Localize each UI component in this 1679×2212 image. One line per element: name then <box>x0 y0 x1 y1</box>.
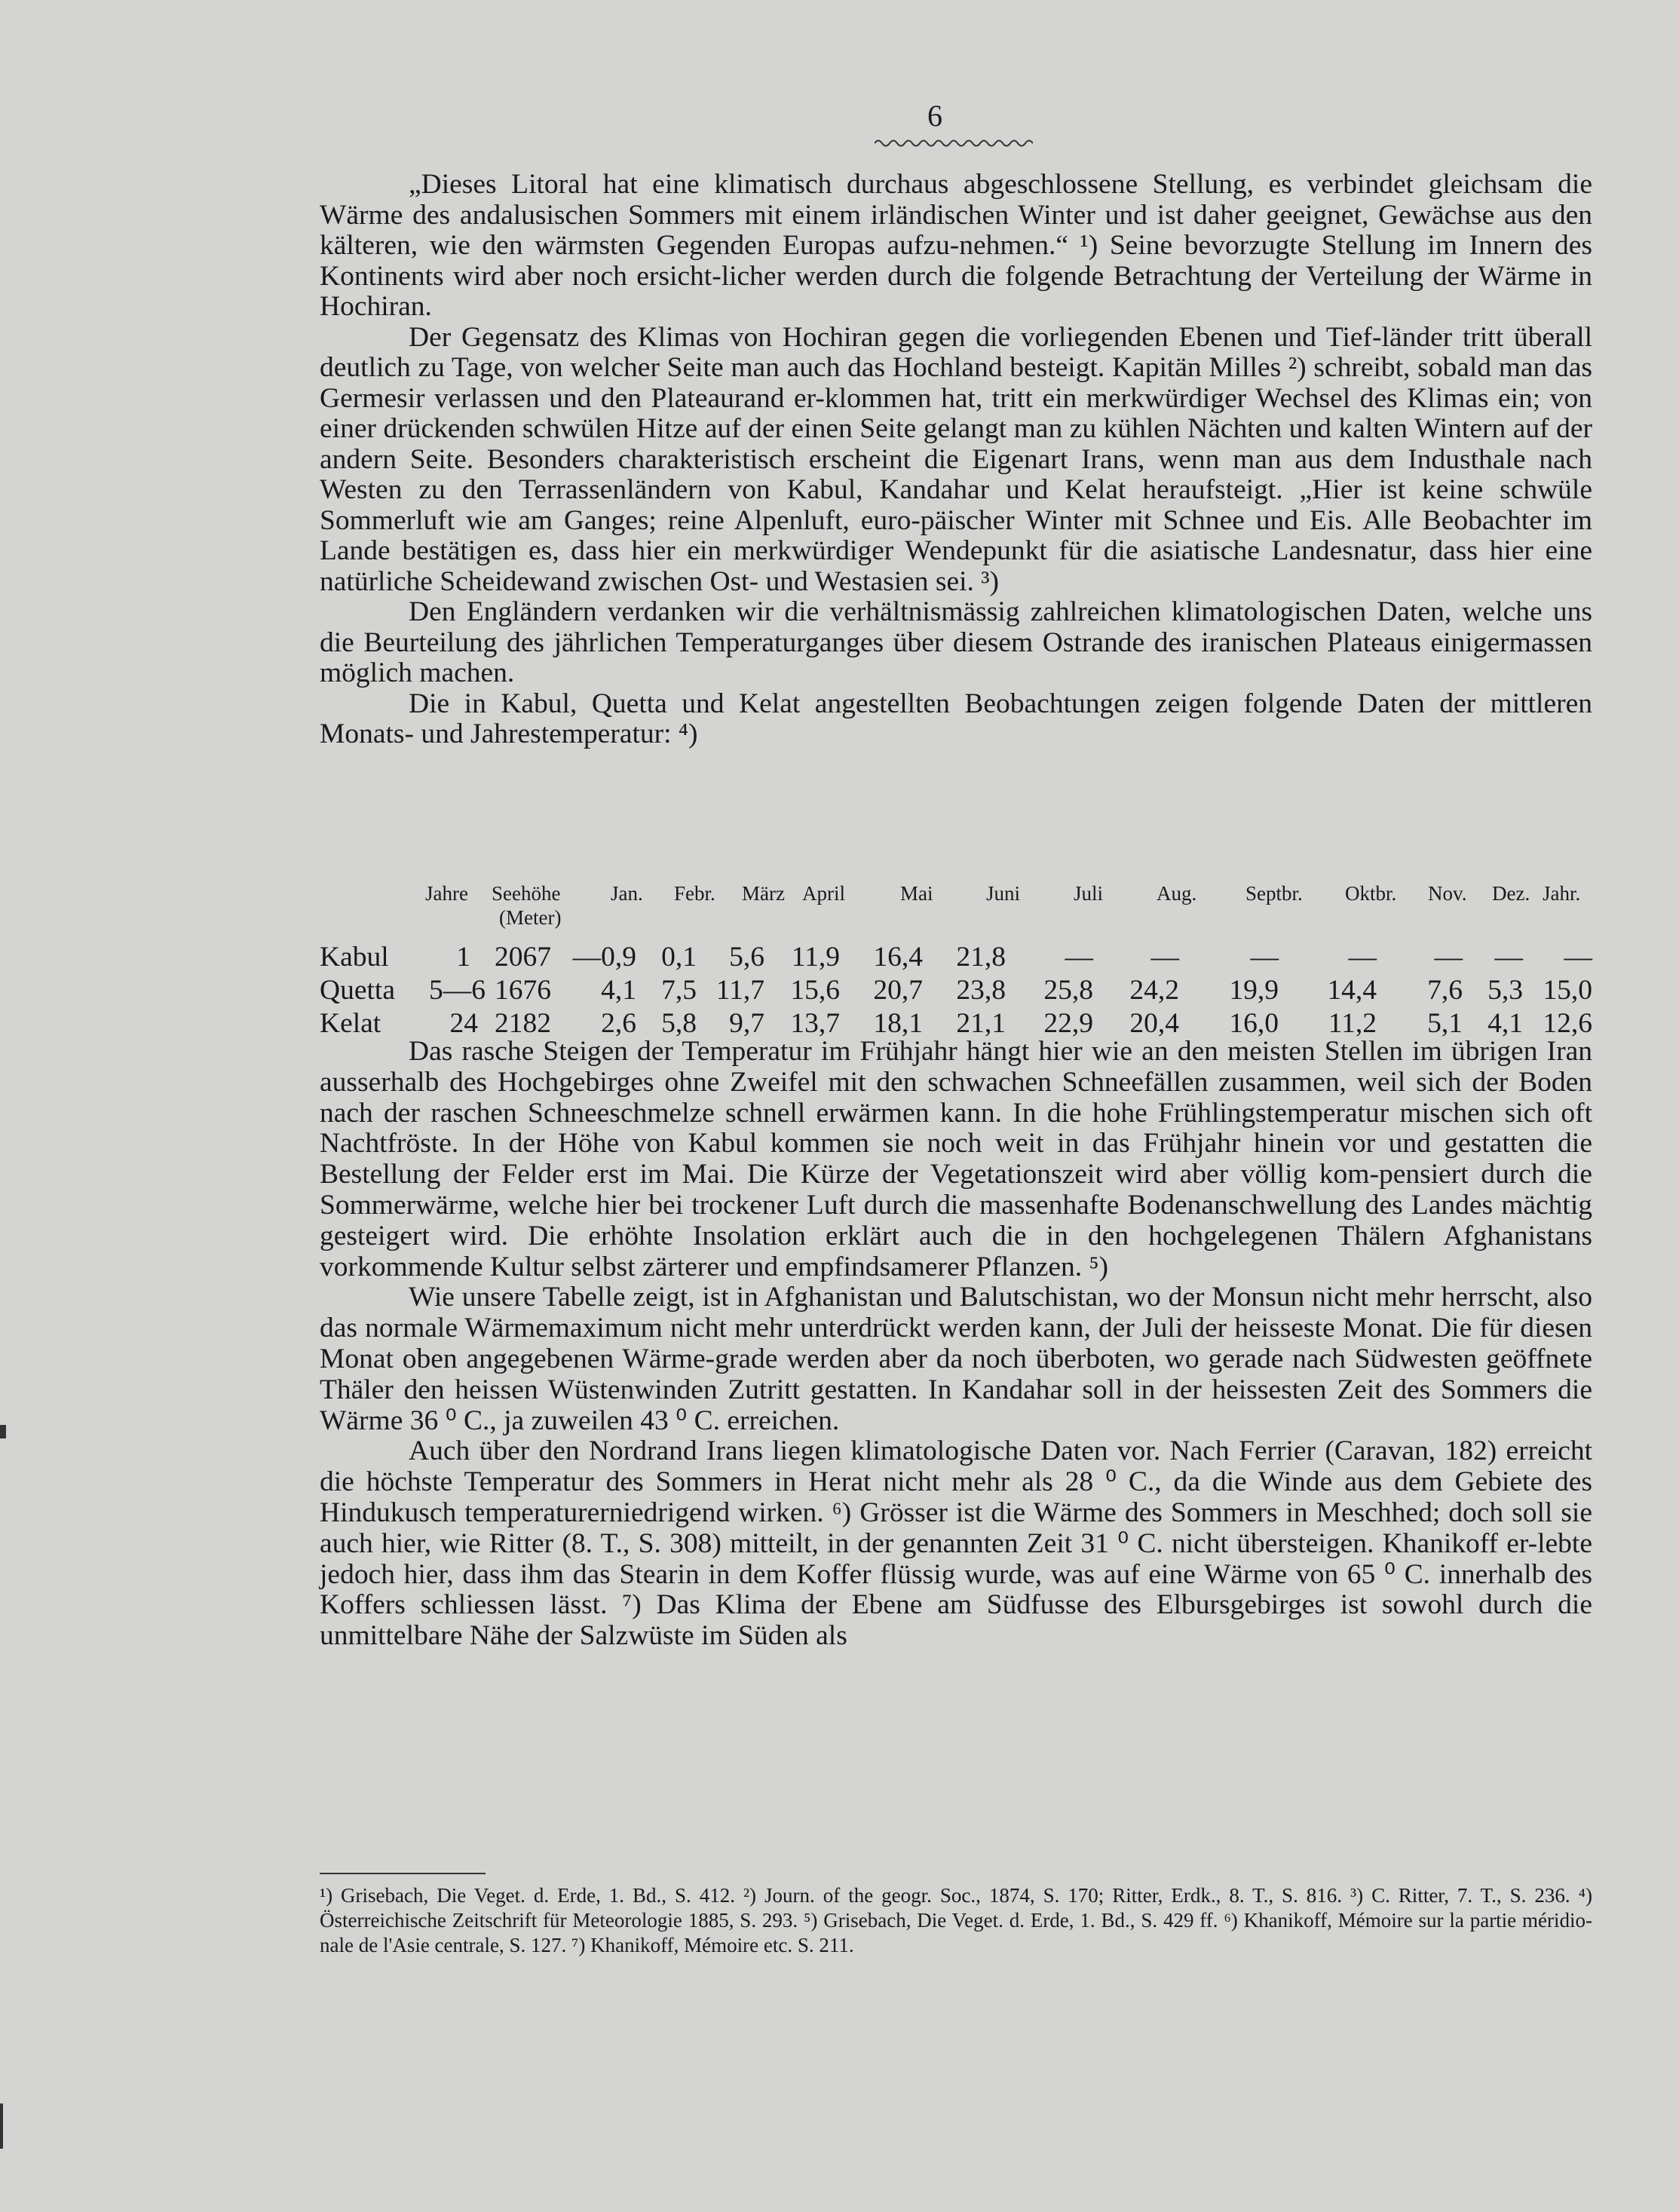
value-cell: 11,7 <box>715 975 764 1006</box>
header-cell: Juli <box>1074 882 1104 905</box>
header-cell: Jahr. <box>1543 882 1581 905</box>
value-cell: 24,2 <box>1129 975 1179 1006</box>
table-header <box>320 882 1592 941</box>
header-cell: Juni <box>986 882 1021 905</box>
value-cell: — <box>1250 942 1279 973</box>
value-cell: 7,6 <box>1427 975 1463 1006</box>
value-cell: 21,1 <box>956 1008 1006 1039</box>
value-cell: —0,9 <box>572 942 636 973</box>
value-cell: 19,9 <box>1229 975 1279 1006</box>
value-cell: 15,6 <box>790 975 840 1006</box>
elev-cell: 2182 <box>495 1008 551 1039</box>
main-text-bottom <box>320 1037 1592 1652</box>
value-cell: 5,6 <box>729 942 764 973</box>
header-cell: März <box>742 882 785 905</box>
years-cell: 1 <box>456 942 470 973</box>
value-cell: 20,7 <box>873 975 923 1006</box>
value-cell: 13,7 <box>790 1008 840 1039</box>
value-cell: — <box>1065 942 1093 973</box>
paragraph: Den Engländern verdanken wir die verhältnismässig zahlreichen klimatologischen Daten, welche uns die Beurteilung des jährlichen Temperaturganges über diesem Ostrande des iranischen Plateaus einigermassen möglich machen. <box>320 596 1592 688</box>
value-cell: 23,8 <box>956 975 1006 1006</box>
value-cell: 11,2 <box>1328 1008 1377 1039</box>
header-cell: Mai <box>900 882 933 905</box>
header-cell: April <box>802 882 845 905</box>
temperature-table <box>320 882 1592 1040</box>
value-cell: 9,7 <box>729 1008 764 1039</box>
paragraph: Die in Kabul, Quetta und Kelat angestellten Beobachtungen zeigen folgende Daten der mittleren Monats- und Jahrestemperatur: ⁴) <box>320 688 1592 749</box>
header-cell: Febr. <box>674 882 715 905</box>
value-cell: 7,5 <box>661 975 697 1006</box>
value-cell: — <box>1564 942 1592 973</box>
value-cell: 5,8 <box>661 1008 697 1039</box>
header-cell: Seehöhe <box>492 882 561 905</box>
scan-edge-mark <box>0 2103 3 2149</box>
value-cell: 5,1 <box>1427 1008 1463 1039</box>
elev-cell: 1676 <box>495 975 551 1006</box>
header-cell: Septbr. <box>1245 882 1303 905</box>
value-cell: 14,4 <box>1327 975 1377 1006</box>
paragraph: Wie unsere Tabelle zeigt, ist in Afghanistan und Balutschistan, wo der Monsun nicht mehr herrscht, also das normale Wärmemaximum nicht mehr unterdrückt werden kann, der Juli der heisseste Monat. Die für diesen Monat oben angegebenen Wärme-grade werden aber da noch überboten, wo gerade nach Südwesten geöffnete Thäler den heissen Wüstenwinden Zutritt gestatten. In Kandahar soll in der heissesten Zeit des Sommers die Wärme 36 ⁰ C., ja zuweilen 43 ⁰ C. erreichen. <box>320 1282 1592 1436</box>
scan-edge-mark <box>0 1425 6 1438</box>
value-cell: 2,6 <box>601 1008 636 1039</box>
value-cell: 0,1 <box>661 942 697 973</box>
page-number: 6 <box>927 99 942 133</box>
value-cell: 4,1 <box>1488 1008 1523 1039</box>
table-row <box>320 974 1592 1007</box>
value-cell: 5,3 <box>1488 975 1523 1006</box>
value-cell: 18,1 <box>873 1008 923 1039</box>
value-cell: 25,8 <box>1043 975 1093 1006</box>
paragraph: Der Gegensatz des Klimas von Hochiran gegen die vorliegenden Ebenen und Tief-länder tritt überall deutlich zu Tage, von welcher Seite man auch das Hochland besteigt. Kapitän Milles ²) schreibt, sobald man das Germesir verlassen und den Plateaurand er-klommen hat, tritt ein merkwürdiger Wechsel des Klimas ein; von einer drückenden schwülen Hitze auf der einen Seite gelangt man zu kühlen Nächten und kalten Wintern auf der andern Seite. Besonders charakteristisch erscheint die Eigenart Irans, wenn man aus dem Industhale nach Westen zu den Terrassenländern von Kabul, Kandahar und Kelat heraufsteigt. „Hier ist keine schwüle Sommerluft wie am Ganges; reine Alpenluft, euro-päischer Winter mit Schnee und Eis. Alle Beobachter im Lande bestätigen es, dass hier ein merkwürdiger Wendepunkt für die asiatische Landesnatur, dass hier eine natürliche Scheidewand zwischen Ost- und Westasien sei. ³) <box>320 321 1592 597</box>
value-cell: 15,0 <box>1543 975 1592 1006</box>
wavy-ornament <box>875 138 1033 149</box>
value-cell: — <box>1494 942 1523 973</box>
paragraph: Das rasche Steigen der Temperatur im Frühjahr hängt hier wie an den meisten Stellen im übrigen Iran ausserhalb des Hochgebirges ohne Zweifel mit den schwachen Schneefällen zusammen, weil sich der Boden nach der raschen Schneeschmelze schnell erwärmen kann. In die hohe Frühlingstemperatur mischen sich oft Nachtfröste. In der Höhe von Kabul kommen sie noch weit in das Frühjahr hinein vor und gestatten die Bestellung der Felder erst im Mai. Die Kürze der Vegetationszeit wird aber völlig kom-pensiert durch die Sommerwärme, welche hier bei trockener Luft durch die massenhafte Bodenanschwellung des Landes mächtig gesteigert wird. Die erhöhte Insolation erklärt auch die in den hochgelegenen Thälern Afghanistans vorkommende Kultur selbst zärterer und empfindsamerer Pflanzen. ⁵) <box>320 1036 1592 1282</box>
value-cell: 16,0 <box>1229 1008 1279 1039</box>
footnotes: ¹) Grisebach, Die Veget. d. Erde, 1. Bd., S. 412. ²) Journ. of the geogr. Soc., 1874, S. 170; Ritter, Erdk., 8. T., S. 816. ³) C. Ritter, 7. T., S. 236. ⁴) Österreichische Zeitschrift für Meteorologie 1885, S. 293. ⁵) Grisebach, Die Veget. d. Erde, 1. Bd., S. 429 ff. ⁶) Khanikoff, Mémoire sur la partie méridio-nale de l'Asie centrale, S. 127. ⁷) Khanikoff, Mémoire etc. S. 211. <box>320 1884 1592 1956</box>
header-cell: Nov. <box>1428 882 1467 905</box>
footnote-rule <box>320 1873 486 1874</box>
paragraph: Auch über den Nordrand Irans liegen klimatologische Daten vor. Nach Ferrier (Caravan, 182) erreicht die höchste Temperatur des Sommers in Herat nicht mehr als 28 ⁰ C., da die Winde aus dem Gebiete des Hindukusch temperaturerniedrigend wirken. ⁶) Grösser ist die Wärme des Sommers in Meschhed; doch soll sie auch hier, wie Ritter (8. T., S. 308) mitteilt, in der genannten Zeit 31 ⁰ C. nicht übersteigen. Khanikoff er-lebte jedoch hier, dass ihm das Stearin in dem Koffer flüssig wurde, was auf eine Wärme von 65 ⁰ C. innerhalb des Koffers schliessen lässt. ⁷) Das Klima der Ebene am Südfusse des Elbursgebirges ist sowohl durch die unmittelbare Nähe der Salzwüste im Süden als <box>320 1435 1592 1652</box>
place-cell: Kelat <box>320 1008 381 1039</box>
value-cell: 22,9 <box>1043 1008 1093 1039</box>
value-cell: 11,9 <box>791 942 840 973</box>
value-cell: — <box>1348 942 1377 973</box>
paragraph: „Dieses Litoral hat eine klimatisch durchaus abgeschlossene Stellung, es verbindet gleichsam die Wärme des andalusischen Sommers mit einem irländischen Winter und ist daher geeignet, Gewächse aus den kälteren, wie den wärmsten Gegenden Europas aufzu-nehmen.“ ¹) Seine bevorzugte Stellung im Innern des Kontinents wird aber noch ersicht-licher werden durch die folgende Betrachtung der Verteilung der Wärme in Hochiran. <box>320 169 1592 322</box>
value-cell: 12,6 <box>1543 1008 1592 1039</box>
value-cell: 20,4 <box>1129 1008 1179 1039</box>
header-cell: Aug. <box>1157 882 1197 905</box>
table-row <box>320 941 1592 974</box>
years-cell: 5—6 <box>429 975 486 1006</box>
value-cell: — <box>1434 942 1463 973</box>
header-subcell: (Meter) <box>499 906 562 929</box>
value-cell: 16,4 <box>873 942 923 973</box>
place-cell: Quetta <box>320 975 395 1006</box>
place-cell: Kabul <box>320 942 389 973</box>
value-cell: — <box>1150 942 1179 973</box>
main-text-top <box>320 170 1592 750</box>
years-cell: 24 <box>449 1008 478 1039</box>
header-cell: Jan. <box>611 882 643 905</box>
header-cell: Dez. <box>1492 882 1530 905</box>
header-cell: Oktbr. <box>1345 882 1397 905</box>
value-cell: 21,8 <box>956 942 1006 973</box>
value-cell: 4,1 <box>601 975 636 1006</box>
header-cell: Jahre <box>425 882 468 905</box>
elev-cell: 2067 <box>495 942 551 973</box>
